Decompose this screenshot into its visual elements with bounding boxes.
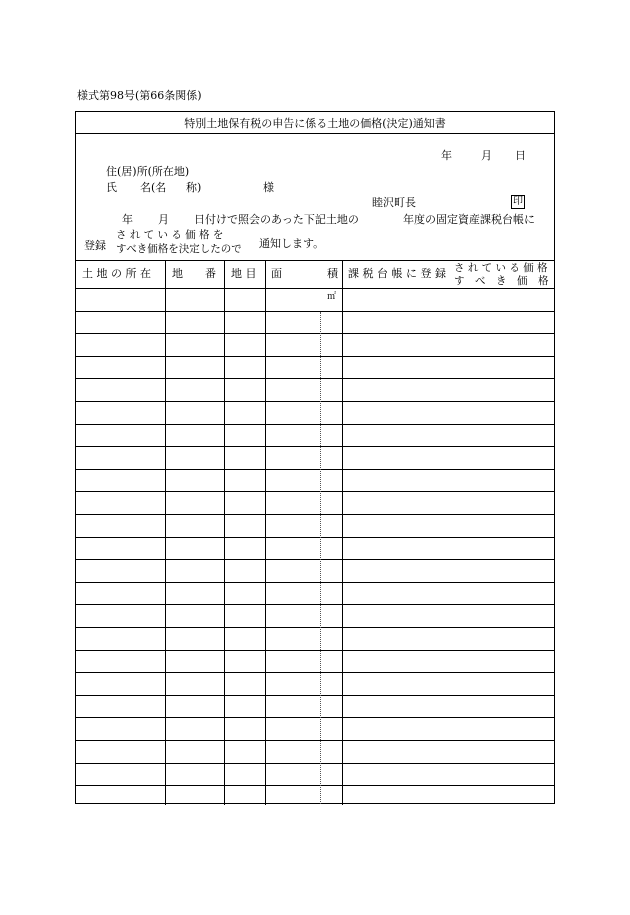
table-row — [76, 514, 554, 515]
header-location: 土 地 の 所 在 — [82, 267, 151, 280]
table-row — [76, 424, 554, 425]
table-row — [76, 356, 554, 357]
issuer-seal: 印 — [513, 196, 523, 207]
form-title: 特別土地保有税の申告に係る土地の価格(決定)通知書 — [76, 112, 554, 134]
header-lot-number: 地 番 — [172, 267, 216, 280]
area-decimal-divider — [320, 312, 321, 804]
table-row — [76, 537, 554, 538]
header-price-top: さ れ て い る 価 格 — [454, 262, 548, 274]
column-divider — [224, 260, 225, 805]
table-row — [76, 559, 554, 560]
header-area-right: 積 — [327, 267, 338, 280]
table-row — [76, 763, 554, 764]
notice-register-label: 登録 — [84, 239, 106, 252]
header-price-bottom: す べ き 価 格 — [454, 275, 549, 287]
table-row — [76, 491, 554, 492]
honorific: 様 — [263, 181, 274, 194]
table-row — [76, 401, 554, 402]
notice-year-label: 年 — [122, 213, 133, 226]
table-row — [76, 288, 554, 289]
name-label-1: 氏 — [106, 181, 117, 194]
date-year-label: 年 — [441, 149, 452, 162]
notice-month-label: 月 — [158, 213, 169, 226]
table-row — [76, 650, 554, 651]
table-header-row — [76, 260, 554, 261]
column-divider — [165, 260, 166, 805]
notice-form — [75, 111, 555, 804]
notice-line1-text: 日付けで照会のあった下記土地の — [194, 213, 359, 226]
table-row — [76, 311, 554, 312]
name-label-3: 称) — [186, 181, 202, 194]
notice-price-top: さ れ て い る 価 格 を — [116, 229, 224, 241]
date-month-label: 月 — [481, 149, 492, 162]
name-label-2: 名(名 — [140, 181, 167, 194]
table-row — [76, 785, 554, 786]
area-unit-label: ㎡ — [327, 292, 337, 302]
table-row — [76, 446, 554, 447]
table-row — [76, 378, 554, 379]
address-label: 住(居)所(所在地) — [106, 165, 190, 178]
notice-price-bottom: すべき価格を決定したので — [116, 243, 242, 255]
notice-line1-year2: 年度の固定資産課税台帳に — [403, 213, 535, 226]
table-row — [76, 604, 554, 605]
table-row — [76, 740, 554, 741]
form-number: 様式第98号(第66条関係) — [77, 89, 202, 102]
date-day-label: 日 — [515, 149, 526, 162]
header-area-left: 面 — [271, 267, 282, 280]
table-row — [76, 333, 554, 334]
notice-suffix: 通知します。 — [259, 237, 325, 250]
issuer-title: 睦沢町長 — [372, 196, 416, 209]
table-row — [76, 627, 554, 628]
notice-body — [76, 134, 554, 260]
header-price-prefix: 課 税 台 帳 に 登 録 — [348, 267, 446, 280]
column-divider — [342, 260, 343, 805]
table-row — [76, 582, 554, 583]
header-land-category: 地 目 — [231, 267, 257, 280]
table-row — [76, 469, 554, 470]
table-row — [76, 717, 554, 718]
table-row — [76, 672, 554, 673]
table-row — [76, 695, 554, 696]
column-divider — [265, 260, 266, 805]
